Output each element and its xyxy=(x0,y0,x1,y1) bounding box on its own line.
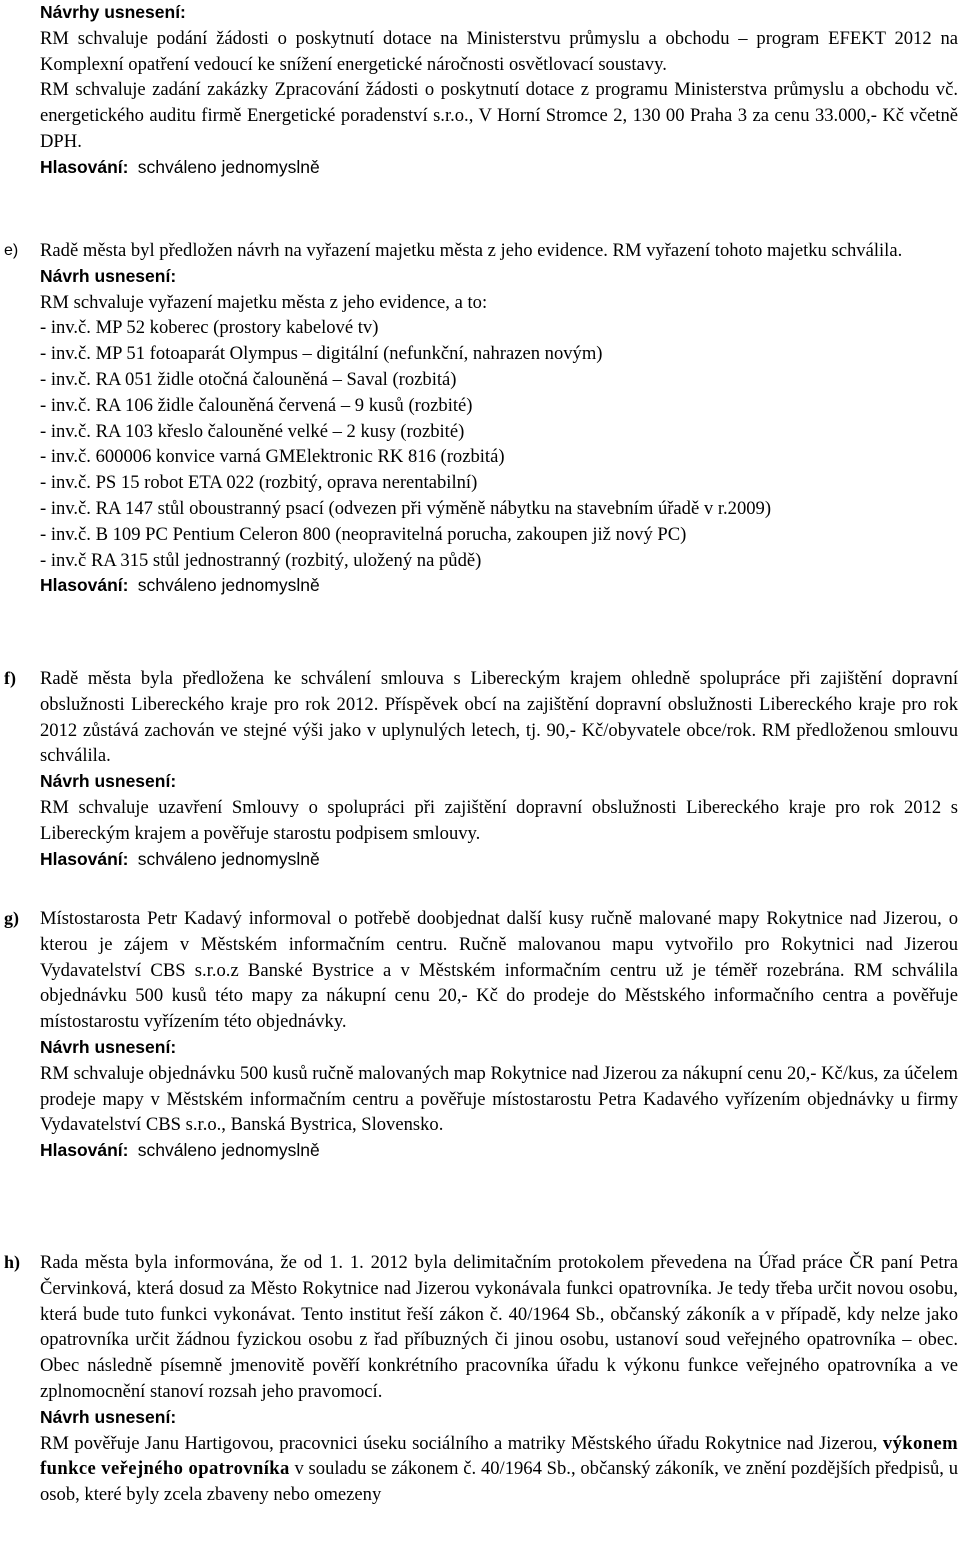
vote-line xyxy=(40,1138,958,1164)
vote-label: Hlasování: xyxy=(40,575,129,596)
item-body xyxy=(40,1250,958,1508)
resolution-emphasis: výkonem funkce veřejného opatrovníka xyxy=(40,1432,959,1480)
item-text: Rada města byla informována, že od 1. 1. 2012 byla delimitačním protokolem převedena na Úřad práce ČR paní Petra Červinková, která dosud za Město Rokytnice nad Jizerou vykonávala funkci opatrovníka. Je tedy třeba určit novou osobu, která bude tuto funkci vykonávat. Tento institut řeší zákon č. 40/1964 Sb., občanský zákoník a v případě, kdy nelze jako opatrovníka určit žádnou fyzickou osobu z řad příbuzných či jinou osobu, ustanoví soud veřejného opatrovníka – obec. Obec následně písemně jmenovitě pověří konkrétního pracovníka úřadu k výkonu funkce veřejného opatrovníka a ve zplnomocnění stanoví rozsah jeho pravomocí. xyxy=(40,1252,958,1402)
inventory-item: - inv.č. RA 103 křeslo čalouněné velké – 2 kusy (rozbité) xyxy=(40,420,465,442)
resolution-text: RM pověřuje Janu Hartigovou, pracovnici úseku sociálního a matriky Městského úřadu Rokytnice nad Jizerou, xyxy=(40,1432,878,1454)
section-heading: Návrh usnesení: xyxy=(40,265,177,286)
inventory-item: - inv.č. 600006 konvice varná GMElektronic RK 816 (rozbitá) xyxy=(40,446,505,468)
resolution-paragraph: RM schvaluje podání žádosti o poskytnutí dotace na Ministerstvu průmyslu a obchodu – program EFEKT 2012 na Komplexní opatření vedoucí ke snížení energetické náročnosti osvětlovací soustavy. xyxy=(40,27,958,75)
item-text: Radě města byla předložena ke schválení smlouva s Libereckým krajem ohledně spolupráce při zajištění dopravní obslužnosti Libereckého kraje pro rok 2012. Příspěvek obcí na zajištění dopravní obslužnosti Libereckého kraje pro rok 2012 zůstává zachován ve stejné výši jako v uplynulých letech, tj. 90,- Kč/obyvatele obce/rok. RM předloženou smlouvu schválila. xyxy=(40,668,958,767)
vote-label: Hlasování: xyxy=(40,156,129,177)
vote-value: schváleno jednomyslně xyxy=(137,156,320,177)
inventory-item: - inv.č. RA 051 židle otočná čalouněná – Saval (rozbitá) xyxy=(40,368,457,390)
item-body xyxy=(40,238,958,599)
resolution-text: v souladu se zákonem č. 40/1964 Sb., občanský zákoník, ve znění pozdějších předpisů, u osob, které byly zcela zbaveny nebo omezeny xyxy=(40,1458,958,1506)
inventory-item: - inv.č. B 109 PC Pentium Celeron 800 (neopravitelná porucha, zakoupen již nový PC) xyxy=(40,523,687,545)
item-letter: e) xyxy=(4,242,19,259)
resolution-paragraph: RM schvaluje objednávku 500 kusů ručně malovaných map Rokytnice nad Jizerou za nákupní cenu 20,- Kč/kus, za účelem prodeje mapy v Městském informačním centru a pověřuje místostarostu Petra Kadavého vyřízením objednávky u firmy Vydavatelství CBS s.r.o., Banská Bystrica, Slovensko. xyxy=(40,1062,958,1136)
resolution-paragraph: RM schvaluje uzavření Smlouvy o spolupráci při zajištění dopravní obslužnosti Libereckého kraje pro rok 2012 s Libereckým krajem a pověřuje starostu podpisem smlouvy. xyxy=(40,796,958,844)
inventory-item: - inv.č. PS 15 robot ETA 022 (rozbitý, oprava nerentabilní) xyxy=(40,472,478,494)
vote-line xyxy=(40,155,958,181)
inventory-item: - inv.č. RA 147 stůl oboustranný psací (odvezen při výměně nábytku na stavebním úřadě v r.2009) xyxy=(40,497,772,519)
vote-label: Hlasování: xyxy=(40,1140,129,1161)
item-text: Radě města byl předložen návrh na vyřazení majetku města z jeho evidence. RM vyřazení tohoto majetku schválila. xyxy=(40,240,903,261)
item-body xyxy=(40,906,958,1164)
vote-value: schváleno jednomyslně xyxy=(137,1140,320,1161)
inventory-item: - inv.č. MP 51 fotoaparát Olympus – digitální (nefunkční, nahrazen novým) xyxy=(40,343,603,365)
vote-line xyxy=(40,847,958,873)
vote-value: schváleno jednomyslně xyxy=(137,848,320,869)
item-letter: h) xyxy=(4,1252,21,1272)
top-section xyxy=(40,0,958,181)
section-heading: Návrh usnesení: xyxy=(40,1036,177,1057)
item-body xyxy=(40,666,958,872)
inventory-item: - inv.č RA 315 stůl jednostranný (rozbitý, uložený na půdě) xyxy=(40,549,482,571)
item-text: Místostarosta Petr Kadavý informoval o potřebě doobjednat další kusy ručně malované mapy Rokytnice nad Jizerou, o kterou je zájem v Městském informačním centru. Ručně malovanou mapu vytvořilo pro Rokytnici nad Jizerou Vydavatelství CBS s.r.o.z Banské Bystrice a v Městském informačním centru už je téměř rozebrána. RM schválila objednávku 500 kusů této mapy za nákupní cenu 20,- Kč do prodeje do Městského informačního centra a pověřuje místostarostu vyřízením této objednávky. xyxy=(40,908,958,1033)
inventory-item: - inv.č. MP 52 koberec (prostory kabelové tv) xyxy=(40,317,379,339)
section-heading: Návrh usnesení: xyxy=(40,1406,177,1427)
item-letter: g) xyxy=(4,908,19,928)
section-heading: Návrhy usnesení: xyxy=(40,2,186,22)
section-heading: Návrh usnesení: xyxy=(40,771,177,792)
resolution-paragraph: RM schvaluje zadání zakázky Zpracování žádosti o poskytnutí dotace z programu Ministerstva průmyslu a obchodu vč. energetického auditu firmě Energetické poradenství s.r.o., V Horní Stromce 2, 130 00 Praha 3 za cenu 33.000,- Kč včetně DPH. xyxy=(40,79,958,152)
vote-line xyxy=(40,573,958,599)
resolution-paragraph: RM schvaluje vyřazení majetku města z jeho evidence, a to: xyxy=(40,291,488,313)
inventory-item: - inv.č. RA 106 židle čalouněná červená – 9 kusů (rozbité) xyxy=(40,394,473,416)
vote-label: Hlasování: xyxy=(40,848,129,869)
item-letter: f) xyxy=(4,668,16,688)
vote-value: schváleno jednomyslně xyxy=(137,575,320,596)
resolution-paragraph xyxy=(40,1431,958,1508)
